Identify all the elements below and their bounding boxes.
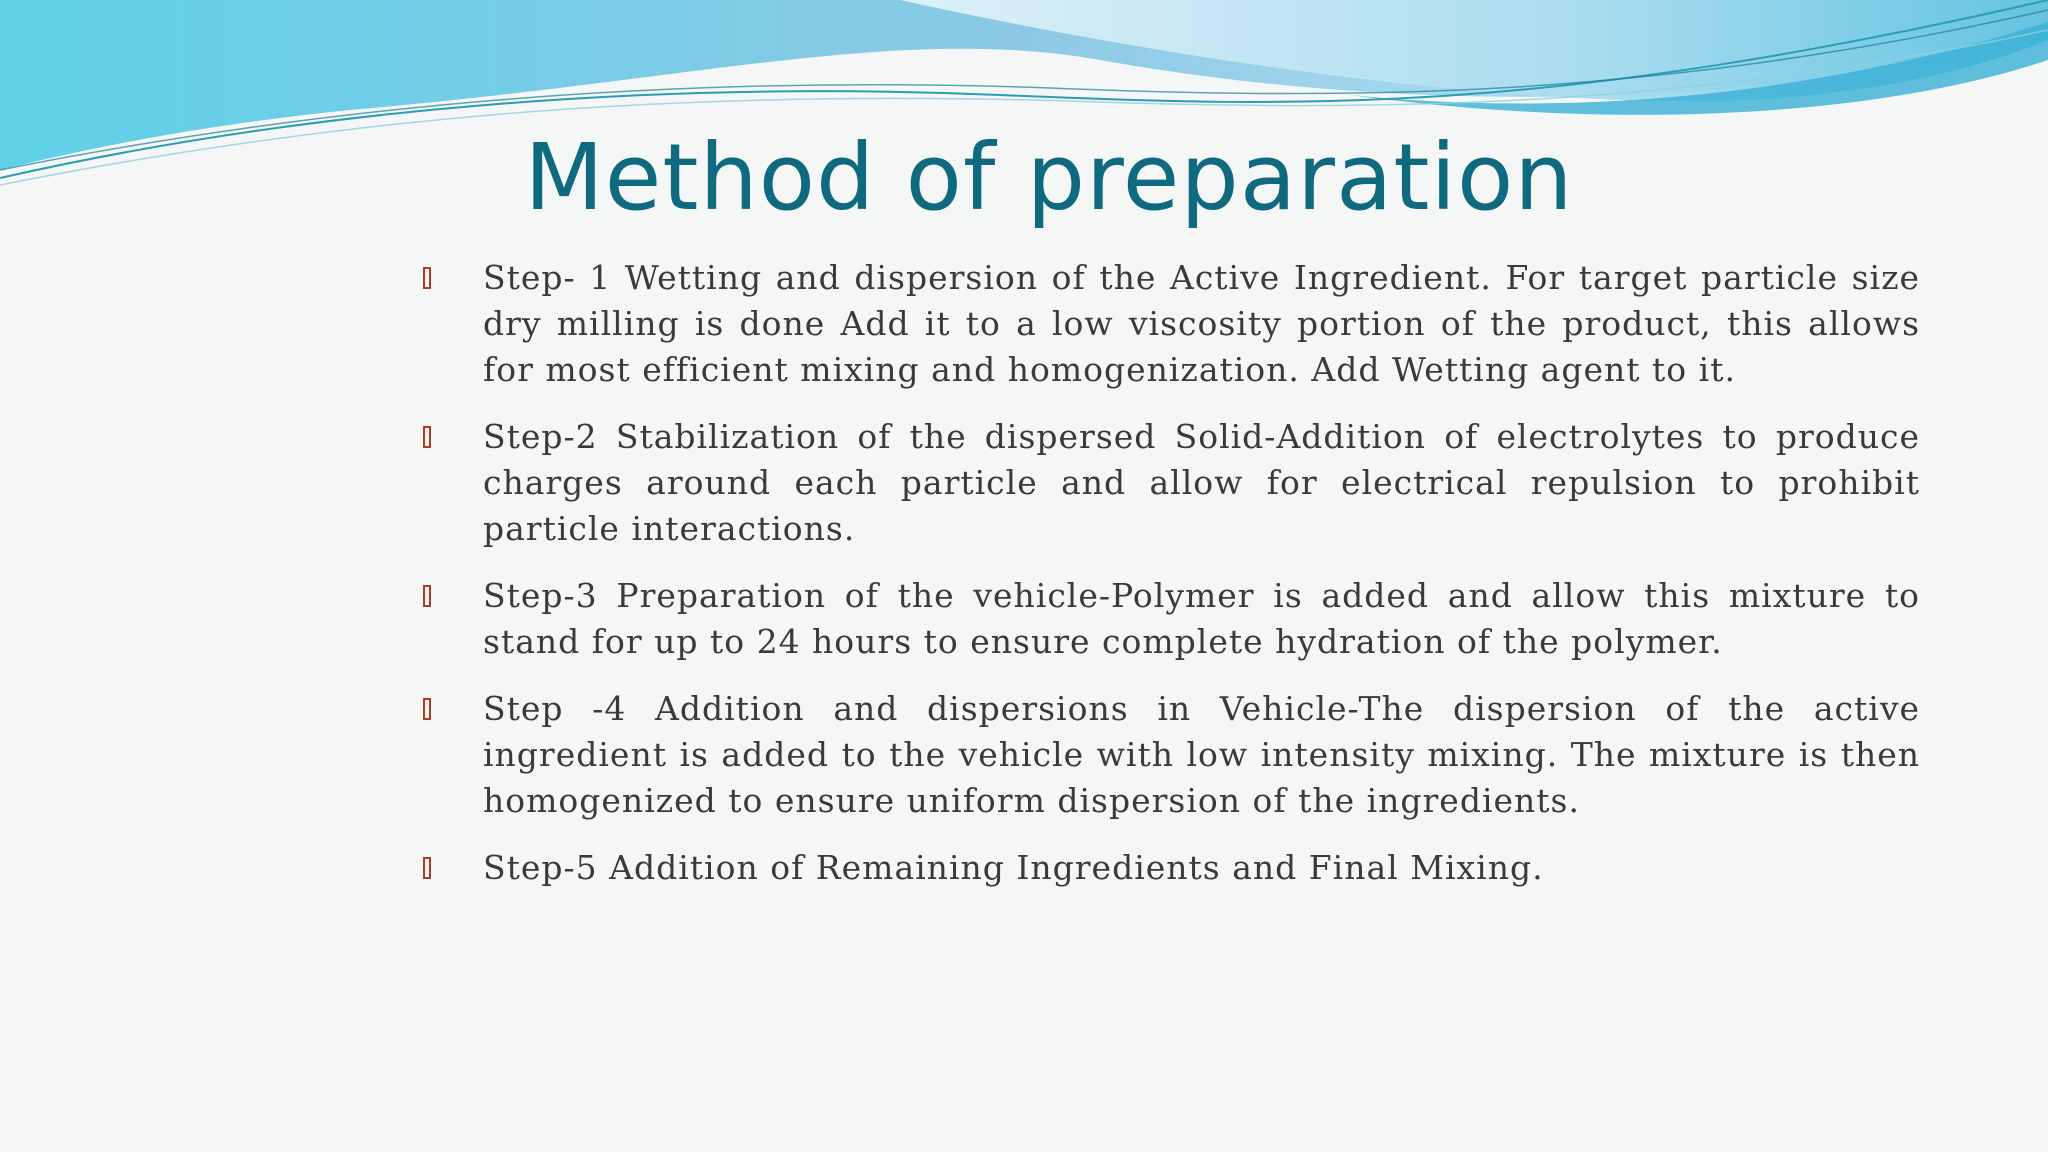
- step-text-5: Step-5 Addition of Remaining Ingredients and Final Mixing.: [483, 848, 1544, 887]
- step-text-4: Step -4 Addition and dispersions in Vehicle-The dispersion of the active ingredient is added to the vehicle with low intensity mixing. The mixture is then homogenized to ensure uniform dispersion of the ingredients.: [483, 689, 1920, 820]
- step-item-5: [420, 845, 1920, 891]
- slide-title: Method of preparation: [524, 124, 1574, 231]
- hollow-rectangle-icon: [423, 585, 431, 607]
- hollow-rectangle-icon: [423, 267, 431, 289]
- step-text-1: Step- 1 Wetting and dispersion of the Active Ingredient. For target particle size dry milling is done Add it to a low viscosity portion of the product, this allows for most efficient mixing and homogenization. Add Wetting agent to it.: [483, 258, 1920, 389]
- step-item-3: [420, 573, 1920, 665]
- hollow-rectangle-icon: [423, 426, 431, 448]
- step-item-1: [420, 255, 1920, 393]
- step-text-3: Step-3 Preparation of the vehicle-Polymer is added and allow this mixture to stand for up to 24 hours to ensure complete hydration of the polymer.: [483, 576, 1920, 661]
- step-item-2: [420, 414, 1920, 552]
- step-list: [420, 255, 1920, 912]
- step-text-2: Step-2 Stabilization of the dispersed Solid-Addition of electrolytes to produce charges around each particle and allow for electrical repulsion to prohibit particle interactions.: [483, 417, 1920, 548]
- hollow-rectangle-icon: [423, 698, 431, 720]
- step-item-4: [420, 686, 1920, 824]
- hollow-rectangle-icon: [423, 857, 431, 879]
